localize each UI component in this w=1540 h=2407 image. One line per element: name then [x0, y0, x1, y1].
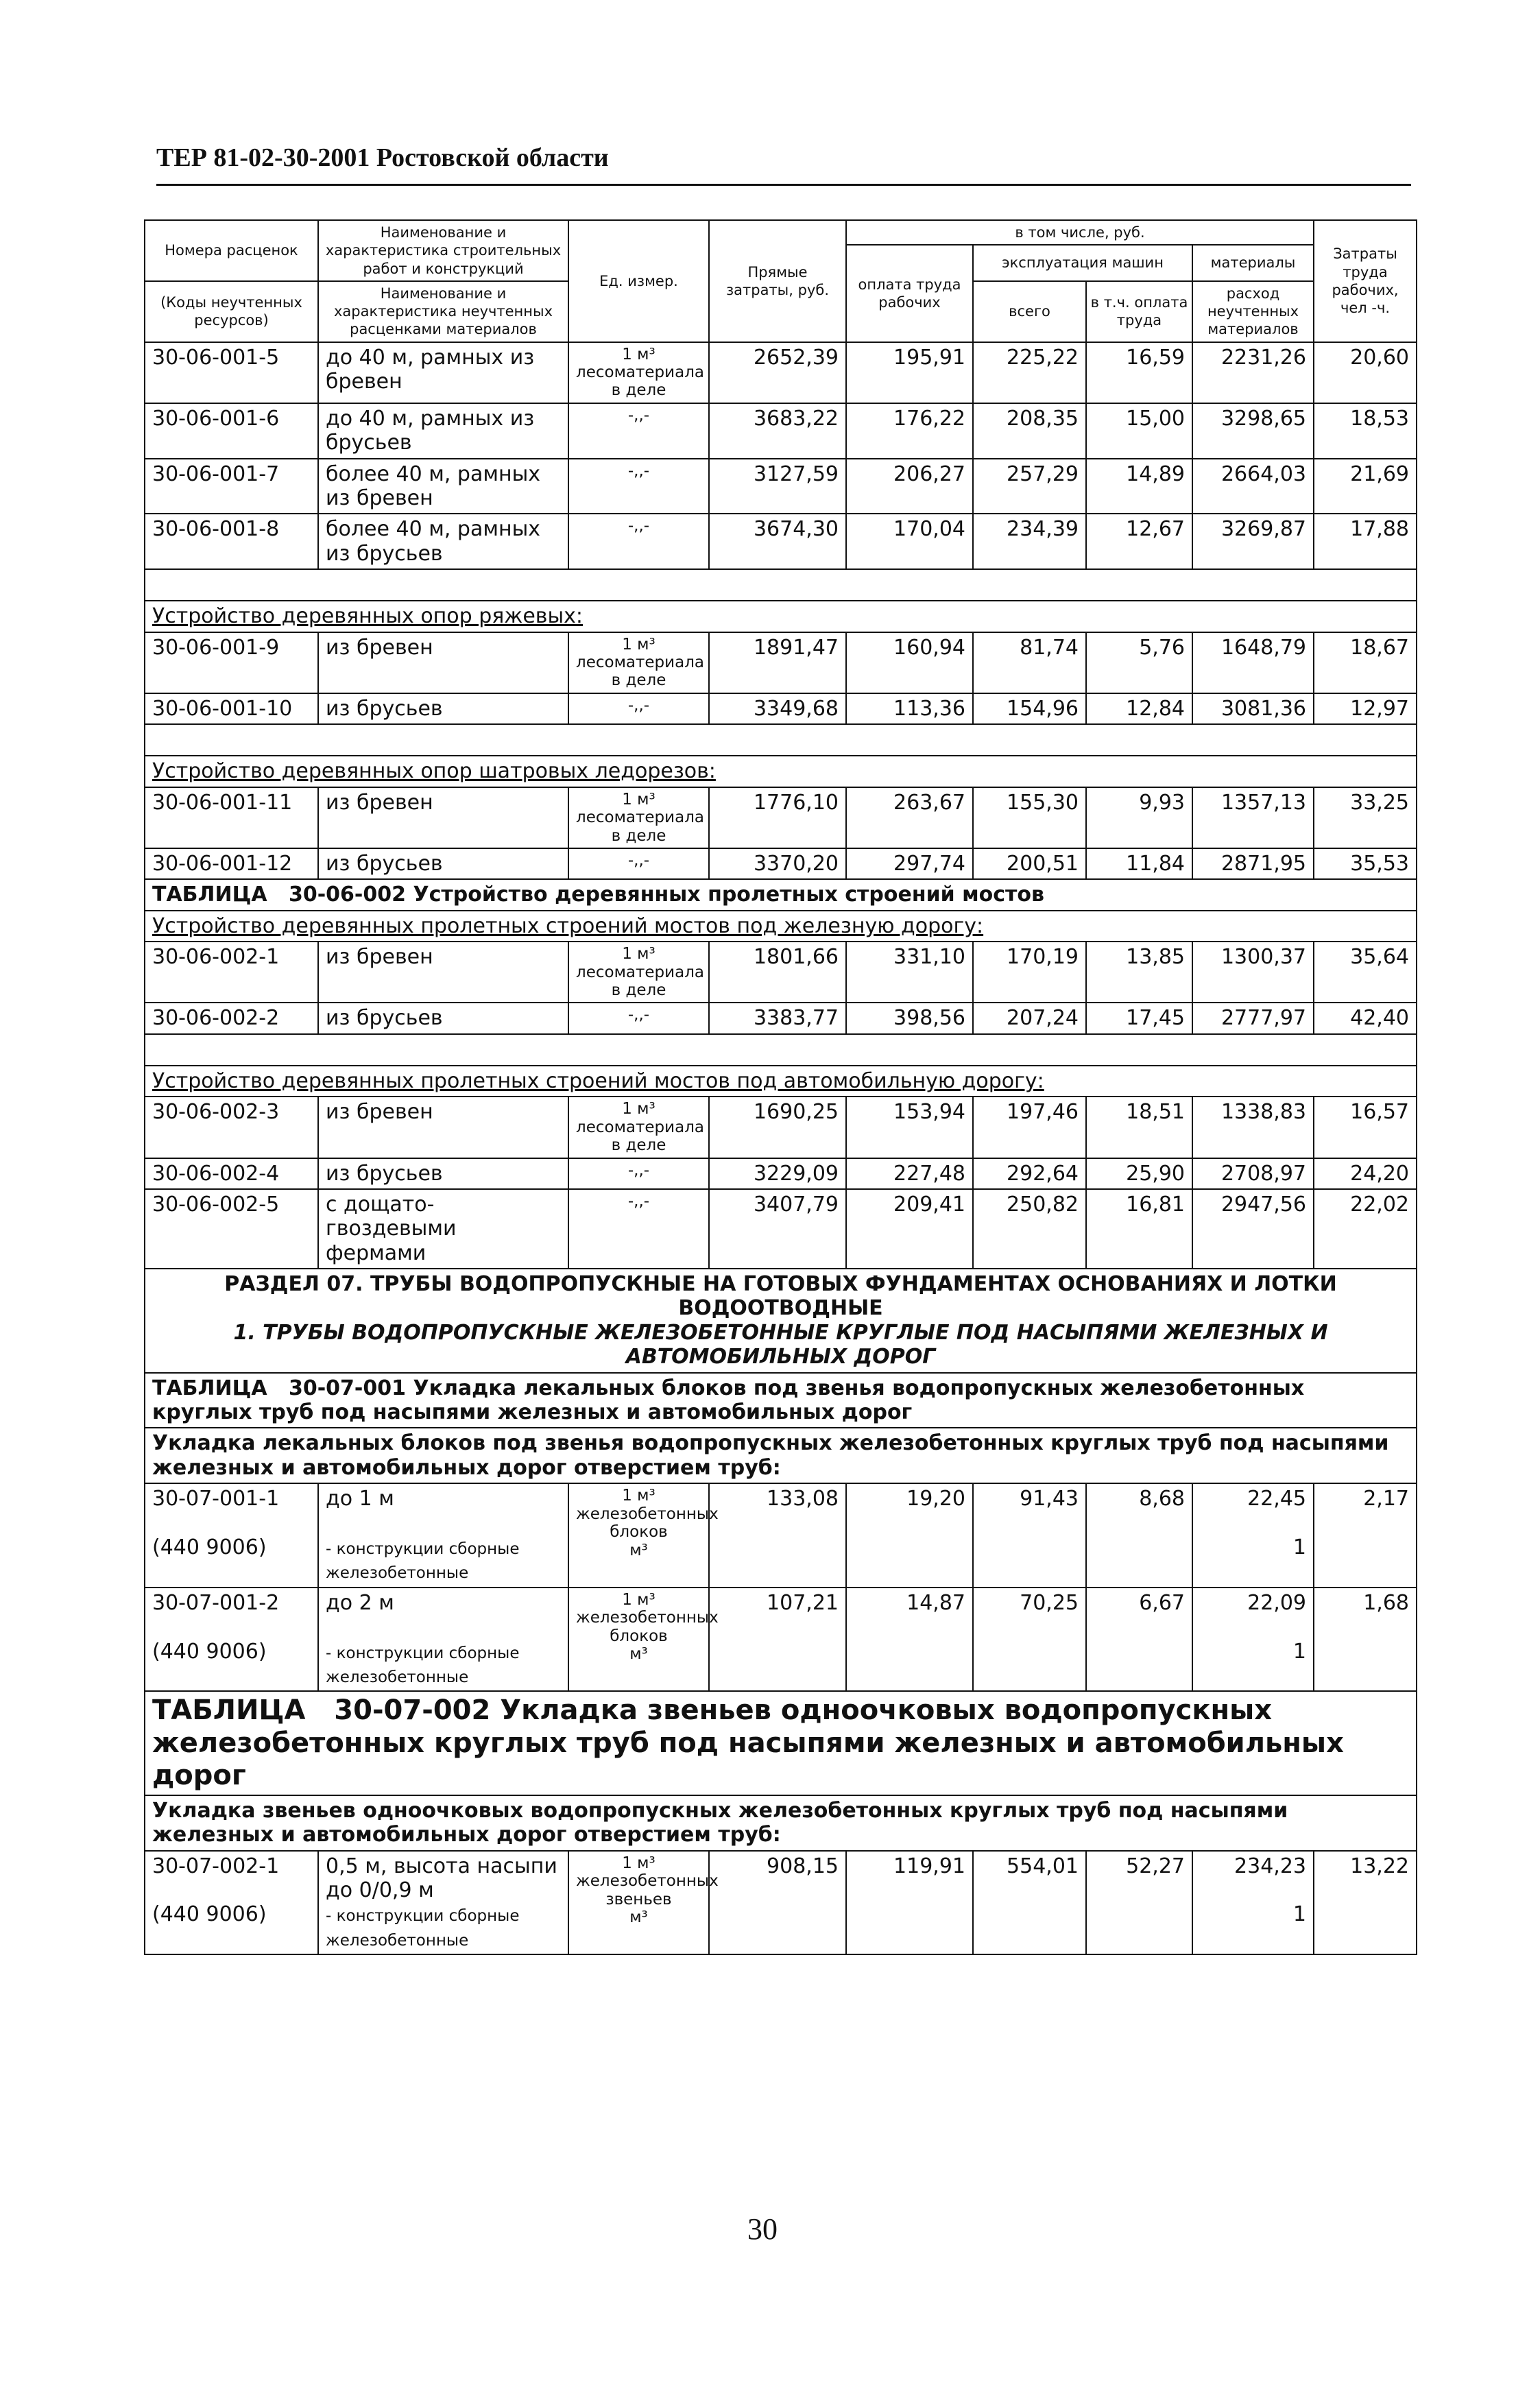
rate-materials-cell	[1192, 1483, 1314, 1588]
spacer-row	[145, 724, 1417, 756]
table-row	[145, 1003, 1417, 1033]
rate-direct: 1776,10	[709, 787, 846, 848]
rate-code-cell	[145, 1851, 318, 1955]
rate-unit-cell	[568, 1851, 719, 1955]
group-caption: Устройство деревянных пролетных строений мостов под автомобильную дорогу:	[145, 1066, 1417, 1097]
header-labor-cost: Затраты труда рабочих, чел -ч.	[1314, 220, 1417, 342]
rate-direct: 3407,79	[709, 1189, 846, 1269]
rate-materials: 3269,87	[1192, 514, 1314, 569]
table-title-row	[145, 1373, 1417, 1428]
rate-unit: -,,-	[568, 514, 709, 569]
resource-unit: м³	[629, 1645, 648, 1664]
rate-labor: 263,67	[846, 787, 973, 848]
rate-hours: 2,17	[1314, 1483, 1417, 1588]
rate-name: из брусьев	[318, 1158, 568, 1189]
rate-machines: 208,35	[973, 403, 1086, 459]
rate-labor: 176,22	[846, 403, 973, 459]
rate-direct: 1690,25	[709, 1097, 846, 1158]
rate-labor: 209,41	[846, 1189, 973, 1269]
rate-code: 30-07-002-1	[152, 1854, 280, 1878]
table-code: 30-06-002	[288, 883, 406, 907]
table-row	[145, 693, 1417, 724]
rate-direct: 2652,39	[709, 342, 846, 403]
rate-materials: 1300,37	[1192, 942, 1314, 1003]
subsection-title: 1. ТРУБЫ ВОДОПРОПУСКНЫЕ ЖЕЛЕЗОБЕТОННЫЕ КРУГЛЫЕ ПОД НАСЫПЯМИ ЖЕЛЕЗНЫХ И АВТОМОБИЛЬНЫХ ДОРОГ	[233, 1320, 1328, 1369]
header-incl: в том числе, руб.	[846, 220, 1314, 245]
rate-hours: 1,68	[1314, 1588, 1417, 1692]
rate-name: из бревен	[318, 787, 568, 848]
rate-materials: 3298,65	[1192, 403, 1314, 459]
table-row	[145, 342, 1417, 403]
document-header: ТЕР 81-02-30-2001 Ростовской области	[156, 143, 609, 172]
resource-name: - конструкции сборные железобетонные	[326, 1540, 520, 1583]
rate-machines-labor: 15,00	[1086, 403, 1192, 459]
rate-name: до 40 м, рамных из брусьев	[318, 403, 568, 459]
rate-name: до 40 м, рамных из бревен	[318, 342, 568, 403]
group-caption: Устройство деревянных опор шатровых ледорезов:	[145, 756, 1417, 787]
rate-labor: 227,48	[846, 1158, 973, 1189]
rate-unit: -,,-	[568, 1189, 709, 1269]
rate-name: из брусьев	[318, 848, 568, 879]
rate-name: до 2 м	[326, 1590, 394, 1615]
rate-direct: 3674,30	[709, 514, 846, 569]
rate-machines-labor: 5,76	[1086, 632, 1192, 693]
rate-machines: 154,96	[973, 693, 1086, 724]
rate-hours: 17,88	[1314, 514, 1417, 569]
rate-machines-labor: 12,67	[1086, 514, 1192, 569]
rate-hours: 24,20	[1314, 1158, 1417, 1189]
header-direct: Прямые затраты, руб.	[709, 220, 846, 342]
table-row	[145, 1189, 1417, 1269]
resource-unit: м³	[629, 1908, 648, 1926]
group-caption: Устройство деревянных пролетных строений мостов под железную дорогу:	[145, 911, 1417, 942]
rate-machines-labor: 16,59	[1086, 342, 1192, 403]
header-code-bottom: (Коды неучтенных ресурсов)	[145, 281, 318, 342]
rate-materials: 2947,56	[1192, 1189, 1314, 1269]
rate-materials: 3081,36	[1192, 693, 1314, 724]
caption-row	[145, 601, 1417, 632]
rate-name: из брусьев	[318, 1003, 568, 1033]
rate-direct: 3127,59	[709, 459, 846, 514]
resource-code: (440 9006)	[152, 1639, 267, 1664]
rate-unit: -,,-	[568, 1158, 709, 1189]
table-row	[145, 1158, 1417, 1189]
rate-name: из бревен	[318, 942, 568, 1003]
rate-machines: 70,25	[973, 1588, 1086, 1692]
rate-unit: -,,-	[568, 848, 709, 879]
rate-materials-cell	[1192, 1851, 1314, 1955]
table-title-text: Укладка звеньев одноочковых водопропускных железобетонных круглых труб под насыпями железных и автомобильных дорог	[152, 1695, 1344, 1791]
rate-name: с дощато-гвоздевыми фермами	[318, 1189, 568, 1269]
rate-unit: 1 м³ лесоматериала в деле	[568, 1097, 709, 1158]
rate-machines-labor: 16,81	[1086, 1189, 1192, 1269]
caption-row	[145, 1066, 1417, 1097]
rate-code: 30-06-001-10	[145, 693, 318, 724]
rate-direct: 3349,68	[709, 693, 846, 724]
rate-materials: 2231,26	[1192, 342, 1314, 403]
rate-name-cell	[318, 1588, 568, 1692]
resource-qty: 1	[1292, 1535, 1307, 1559]
rate-hours: 18,53	[1314, 403, 1417, 459]
rate-machines: 292,64	[973, 1158, 1086, 1189]
header-row-1	[145, 220, 1417, 245]
rate-machines: 155,30	[973, 787, 1086, 848]
rate-code: 30-06-001-12	[145, 848, 318, 879]
rate-labor: 331,10	[846, 942, 973, 1003]
rate-machines: 554,01	[973, 1851, 1086, 1955]
rate-code: 30-06-001-8	[145, 514, 318, 569]
table-row	[145, 942, 1417, 1003]
rate-direct: 908,15	[709, 1851, 846, 1955]
group-caption: Укладка звеньев одноочковых водопропускных железобетонных круглых труб под насыпями железных и автомобильных дорог отверстием труб:	[145, 1795, 1417, 1851]
rate-code: 30-07-001-1	[152, 1487, 280, 1511]
rate-hours: 13,22	[1314, 1851, 1417, 1955]
resource-code: (440 9006)	[152, 1902, 267, 1927]
rate-machines: 197,46	[973, 1097, 1086, 1158]
resource-qty: 1	[1292, 1902, 1307, 1927]
table-row	[145, 1851, 1417, 1955]
group-caption: Укладка лекальных блоков под звенья водопропускных железобетонных круглых труб под насыпями железных и автомобильных дорог отверстием труб:	[145, 1428, 1417, 1483]
rate-labor: 119,91	[846, 1851, 973, 1955]
rate-machines-labor: 14,89	[1086, 459, 1192, 514]
rate-code-cell	[145, 1588, 318, 1692]
rate-hours: 21,69	[1314, 459, 1417, 514]
rate-machines-labor: 13,85	[1086, 942, 1192, 1003]
header-materials-unc: расход неучтенных материалов	[1192, 281, 1314, 342]
rate-machines: 170,19	[973, 942, 1086, 1003]
table-row	[145, 848, 1417, 879]
rate-unit: -,,-	[568, 403, 709, 459]
table-code: 30-07-001	[288, 1376, 406, 1400]
table-label: ТАБЛИЦА	[152, 1695, 306, 1727]
rate-machines-labor: 25,90	[1086, 1158, 1192, 1189]
rate-hours: 16,57	[1314, 1097, 1417, 1158]
rate-materials: 1357,13	[1192, 787, 1314, 848]
rate-name: более 40 м, рамных из брусьев	[318, 514, 568, 569]
rate-machines-labor: 11,84	[1086, 848, 1192, 879]
rate-unit-cell	[568, 1483, 719, 1588]
rate-machines: 250,82	[973, 1189, 1086, 1269]
rate-materials: 2664,03	[1192, 459, 1314, 514]
rate-unit: 1 м³ лесоматериала в деле	[568, 342, 709, 403]
rate-code: 30-06-002-2	[145, 1003, 318, 1033]
rate-hours: 20,60	[1314, 342, 1417, 403]
table-row	[145, 1097, 1417, 1158]
rate-hours: 42,40	[1314, 1003, 1417, 1033]
rate-machines-labor: 18,51	[1086, 1097, 1192, 1158]
caption-row	[145, 911, 1417, 942]
header-machines: эксплуатация машин	[973, 245, 1192, 281]
rate-unit: -,,-	[568, 1003, 709, 1033]
section-title: РАЗДЕЛ 07. ТРУБЫ ВОДОПРОПУСКНЫЕ НА ГОТОВЫХ ФУНДАМЕНТАХ ОСНОВАНИЯХ И ЛОТКИ ВОДООТВОДНЫЕ	[224, 1272, 1337, 1321]
rate-code: 30-06-001-9	[145, 632, 318, 693]
rate-hours: 18,67	[1314, 632, 1417, 693]
spacer-row	[145, 569, 1417, 601]
table-title-text: Укладка лекальных блоков под звенья водопропускных железобетонных круглых труб под насыпями железных и автомобильных дорог	[152, 1376, 1305, 1425]
header-code: Номера расценок	[145, 220, 318, 281]
rate-machines-labor: 52,27	[1086, 1851, 1192, 1955]
table-row	[145, 403, 1417, 459]
rate-machines-labor: 17,45	[1086, 1003, 1192, 1033]
rate-direct: 3229,09	[709, 1158, 846, 1189]
rate-hours: 35,64	[1314, 942, 1417, 1003]
rate-labor: 14,87	[846, 1588, 973, 1692]
rate-materials: 1338,83	[1192, 1097, 1314, 1158]
rate-code: 30-06-002-4	[145, 1158, 318, 1189]
rate-machines-labor: 8,68	[1086, 1483, 1192, 1588]
rate-labor: 160,94	[846, 632, 973, 693]
rate-name: из брусьев	[318, 693, 568, 724]
rate-labor: 170,04	[846, 514, 973, 569]
rate-code: 30-07-001-2	[152, 1590, 280, 1615]
rate-direct: 133,08	[709, 1483, 846, 1588]
rate-machines: 207,24	[973, 1003, 1086, 1033]
header-name-bottom: Наименование и характеристика неучтенных расценками материалов	[318, 281, 568, 342]
rate-direct: 3383,77	[709, 1003, 846, 1033]
rate-materials-cell	[1192, 1588, 1314, 1692]
table-label: ТАБЛИЦА	[152, 883, 267, 907]
header-labor-pay: оплата труда рабочих	[846, 245, 973, 342]
rate-code: 30-06-001-6	[145, 403, 318, 459]
resource-qty: 1	[1292, 1639, 1307, 1664]
header-unit: Ед. измер.	[568, 220, 709, 342]
rate-name: до 1 м	[326, 1487, 394, 1511]
rate-labor: 398,56	[846, 1003, 973, 1033]
rate-unit: -,,-	[568, 693, 709, 724]
caption-row	[145, 756, 1417, 787]
rate-hours: 22,02	[1314, 1189, 1417, 1269]
rate-direct: 1891,47	[709, 632, 846, 693]
rate-hours: 33,25	[1314, 787, 1417, 848]
rate-direct: 3370,20	[709, 848, 846, 879]
header-machines-total: всего	[973, 281, 1086, 342]
rate-unit: 1 м³ железобетонных блоков	[576, 1487, 719, 1542]
resource-unit: м³	[629, 1541, 648, 1559]
rate-name: 0,5 м, высота насыпи до 0/0,9 м	[326, 1854, 557, 1903]
rate-materials: 22,45	[1247, 1487, 1307, 1511]
rate-code: 30-06-002-1	[145, 942, 318, 1003]
rate-unit: 1 м³ железобетонных блоков	[576, 1590, 719, 1645]
rate-machines-labor: 12,84	[1086, 693, 1192, 724]
rate-materials: 1648,79	[1192, 632, 1314, 693]
rate-labor: 206,27	[846, 459, 973, 514]
rate-machines-labor: 6,67	[1086, 1588, 1192, 1692]
section-row	[145, 1269, 1417, 1373]
table-row	[145, 1483, 1417, 1588]
rate-materials: 234,23	[1234, 1854, 1307, 1878]
rate-machines: 234,39	[973, 514, 1086, 569]
resource-name: - конструкции сборные железобетонные	[326, 1907, 520, 1950]
rate-machines: 91,43	[973, 1483, 1086, 1588]
rate-code: 30-06-002-5	[145, 1189, 318, 1269]
rate-materials: 2708,97	[1192, 1158, 1314, 1189]
rates-table	[144, 219, 1417, 1955]
rate-code: 30-06-002-3	[145, 1097, 318, 1158]
rate-name: из бревен	[318, 632, 568, 693]
rate-name: из бревен	[318, 1097, 568, 1158]
table-title-row	[145, 1691, 1417, 1795]
rate-direct: 1801,66	[709, 942, 846, 1003]
table-title	[145, 1373, 1417, 1428]
header-name: Наименование и характеристика строительных работ и конструкций	[318, 220, 568, 281]
rate-unit: 1 м³ лесоматериала в деле	[568, 942, 709, 1003]
rate-name-cell	[318, 1851, 568, 1955]
caption-row	[145, 1795, 1417, 1851]
table-title	[145, 879, 1417, 910]
rate-hours: 35,53	[1314, 848, 1417, 879]
rate-machines-labor: 9,93	[1086, 787, 1192, 848]
rate-code: 30-06-001-5	[145, 342, 318, 403]
table-row	[145, 459, 1417, 514]
rate-code-cell	[145, 1483, 318, 1588]
rate-labor: 195,91	[846, 342, 973, 403]
rate-name-cell	[318, 1483, 568, 1588]
table-label: ТАБЛИЦА	[152, 1376, 267, 1400]
header-rule	[156, 184, 1411, 186]
rate-machines: 257,29	[973, 459, 1086, 514]
table-row	[145, 514, 1417, 569]
rate-materials: 2777,97	[1192, 1003, 1314, 1033]
table-code: 30-07-002	[334, 1695, 491, 1727]
caption-row	[145, 1428, 1417, 1483]
table-row	[145, 787, 1417, 848]
rate-labor: 113,36	[846, 693, 973, 724]
resource-name: - конструкции сборные железобетонные	[326, 1644, 520, 1686]
rate-hours: 12,97	[1314, 693, 1417, 724]
rate-unit: 1 м³ железобетонных звеньев	[576, 1854, 719, 1908]
rate-unit-cell	[568, 1588, 719, 1692]
rate-labor: 19,20	[846, 1483, 973, 1588]
spacer-row	[145, 1034, 1417, 1066]
rate-materials: 2871,95	[1192, 848, 1314, 879]
table-row	[145, 1588, 1417, 1692]
rate-name: более 40 м, рамных из бревен	[318, 459, 568, 514]
rate-labor: 297,74	[846, 848, 973, 879]
header-machines-incl: в т.ч. оплата труда	[1086, 281, 1192, 342]
page-number: 30	[747, 2212, 778, 2246]
rate-unit: 1 м³ лесоматериала в деле	[568, 632, 709, 693]
group-caption: Устройство деревянных опор ряжевых:	[145, 601, 1417, 632]
resource-code: (440 9006)	[152, 1535, 267, 1559]
table-title-text: Устройство деревянных пролетных строений мостов	[413, 883, 1044, 907]
rate-machines: 225,22	[973, 342, 1086, 403]
table-title	[145, 1691, 1417, 1795]
header-materials: материалы	[1192, 245, 1314, 281]
rate-direct: 3683,22	[709, 403, 846, 459]
section-heading	[145, 1269, 1417, 1373]
rate-machines: 81,74	[973, 632, 1086, 693]
rate-materials: 22,09	[1247, 1590, 1307, 1615]
rate-unit: -,,-	[568, 459, 709, 514]
rate-code: 30-06-001-11	[145, 787, 318, 848]
rate-machines: 200,51	[973, 848, 1086, 879]
rate-direct: 107,21	[709, 1588, 846, 1692]
table-title-row	[145, 879, 1417, 910]
rate-unit: 1 м³ лесоматериала в деле	[568, 787, 709, 848]
rate-code: 30-06-001-7	[145, 459, 318, 514]
rate-labor: 153,94	[846, 1097, 973, 1158]
table-row	[145, 632, 1417, 693]
